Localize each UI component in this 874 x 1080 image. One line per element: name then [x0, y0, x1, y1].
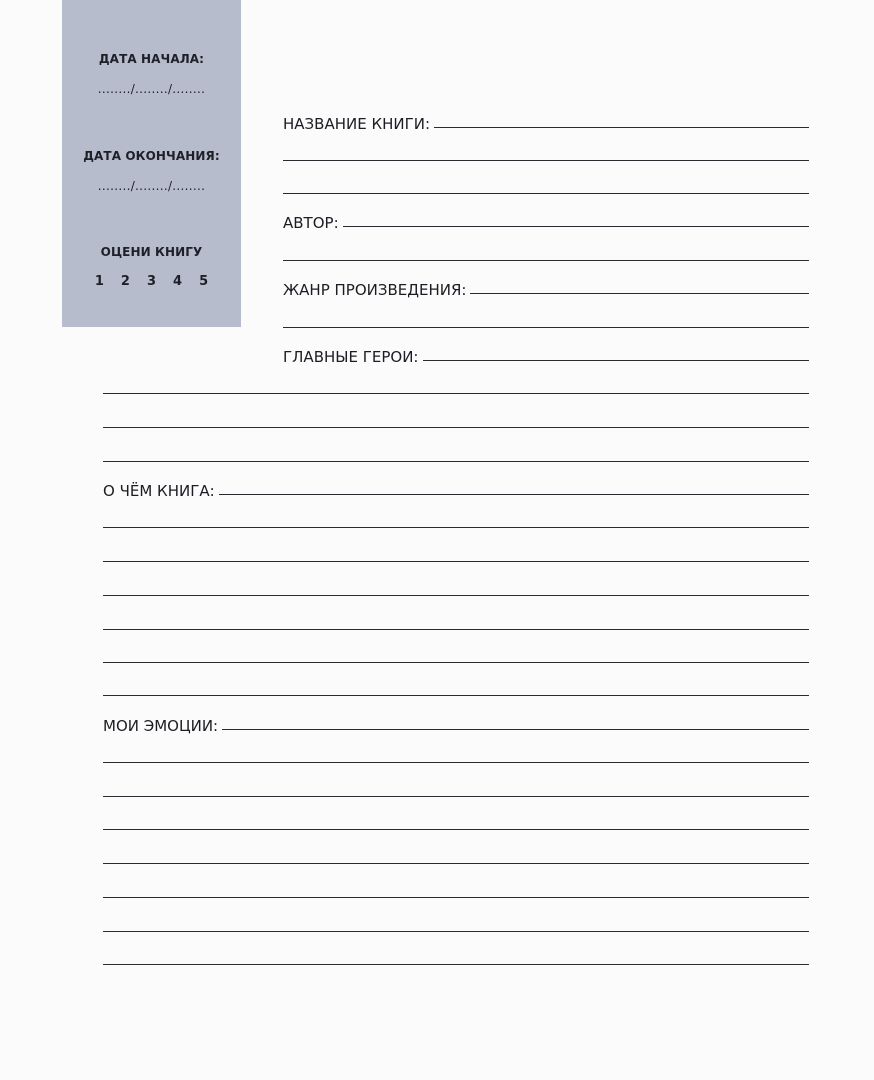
rating-5[interactable]: 5: [199, 274, 209, 289]
main-heroes-line-3[interactable]: [103, 427, 809, 428]
genre-label: ЖАНР ПРОИЗВЕДЕНИЯ:: [283, 281, 467, 299]
my-emotions-line-7[interactable]: [103, 931, 809, 932]
about-book-line-5[interactable]: [103, 629, 809, 630]
start-date-field[interactable]: ......../......../........: [97, 82, 206, 96]
my-emotions-field[interactable]: [103, 711, 809, 735]
rating-options: [62, 274, 241, 289]
main-heroes-line-4[interactable]: [103, 461, 809, 462]
my-emotions-line-2[interactable]: [103, 762, 809, 763]
about-book-label: О ЧЁМ КНИГА:: [103, 482, 215, 500]
author-label: АВТОР:: [283, 214, 339, 232]
rating-1[interactable]: 1: [94, 274, 104, 289]
about-book-line-4[interactable]: [103, 595, 809, 596]
about-book-field[interactable]: [103, 476, 809, 500]
my-emotions-line[interactable]: [222, 729, 809, 730]
end-date-label: ДАТА ОКОНЧАНИЯ:: [83, 149, 220, 163]
book-title-line-2[interactable]: [283, 160, 809, 161]
about-book-line-7[interactable]: [103, 695, 809, 696]
book-title-line-3[interactable]: [283, 193, 809, 194]
about-book-line-6[interactable]: [103, 662, 809, 663]
main-heroes-field[interactable]: [283, 342, 809, 366]
author-line[interactable]: [343, 226, 809, 227]
rating-2[interactable]: 2: [120, 274, 130, 289]
about-book-line[interactable]: [219, 494, 809, 495]
book-title-field[interactable]: [283, 109, 809, 133]
author-field[interactable]: [283, 208, 809, 232]
book-title-label: НАЗВАНИЕ КНИГИ:: [283, 115, 431, 133]
main-heroes-label: ГЛАВНЫЕ ГЕРОИ:: [283, 348, 419, 366]
main-heroes-line-2[interactable]: [103, 393, 809, 394]
rating-4[interactable]: 4: [173, 274, 183, 289]
reading-dates-panel: [62, 0, 241, 327]
about-book-line-3[interactable]: [103, 561, 809, 562]
my-emotions-line-3[interactable]: [103, 796, 809, 797]
my-emotions-line-4[interactable]: [103, 829, 809, 830]
my-emotions-line-6[interactable]: [103, 897, 809, 898]
genre-line-2[interactable]: [283, 327, 809, 328]
about-book-line-2[interactable]: [103, 527, 809, 528]
genre-line[interactable]: [470, 293, 809, 294]
start-date-label: ДАТА НАЧАЛА:: [98, 52, 205, 66]
genre-field[interactable]: [283, 275, 809, 299]
end-date-field[interactable]: ......../......../........: [97, 179, 206, 193]
book-title-line[interactable]: [434, 127, 809, 128]
author-line-2[interactable]: [283, 260, 809, 261]
main-heroes-line[interactable]: [423, 360, 810, 361]
my-emotions-line-5[interactable]: [103, 863, 809, 864]
my-emotions-line-8[interactable]: [103, 964, 809, 965]
my-emotions-label: МОИ ЭМОЦИИ:: [103, 717, 219, 735]
rate-book-label: ОЦЕНИ КНИГУ: [100, 245, 203, 259]
rating-3[interactable]: 3: [146, 274, 157, 289]
